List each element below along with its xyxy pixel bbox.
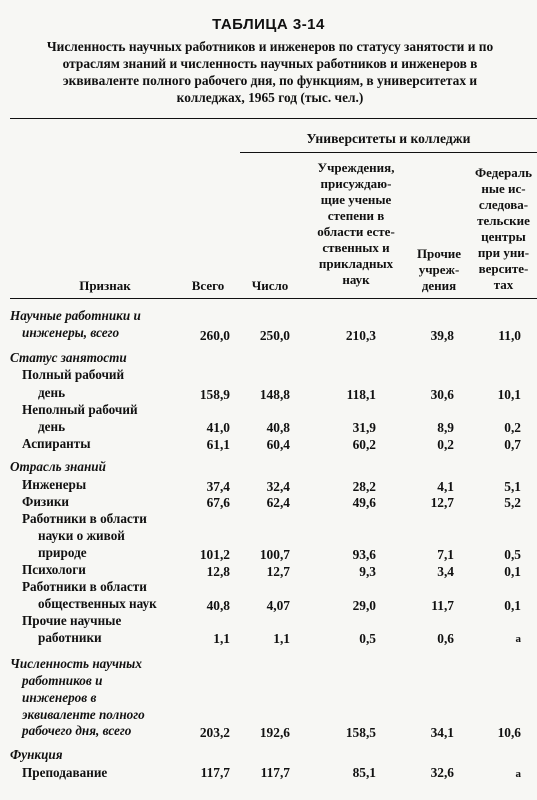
header-line: наук xyxy=(342,272,370,287)
caption-line: Численность научных работников и инженеров по статусу занятости и по xyxy=(46,39,494,54)
header-line: учреж- xyxy=(418,262,460,277)
row-label: общественных наук xyxy=(38,596,157,611)
row-label: инженеров в xyxy=(22,690,97,705)
header-line: Федераль xyxy=(474,165,533,180)
cell-other: 4,1 xyxy=(437,479,454,494)
cell-federal: 0,7 xyxy=(504,437,521,452)
cell-total: 117,7 xyxy=(200,765,230,780)
row-label: день xyxy=(38,385,66,400)
row-label: работников и xyxy=(22,673,103,688)
cell-total: 41,0 xyxy=(206,420,230,435)
row-label: Инженеры xyxy=(22,477,87,492)
col-degree-header xyxy=(300,160,412,288)
row-label: Работники в области xyxy=(22,511,147,526)
row-label: Психологи xyxy=(22,562,86,577)
cell-degree: 210,3 xyxy=(345,328,376,343)
cell-number: 40,8 xyxy=(266,420,290,435)
cell-degree: 158,5 xyxy=(345,725,376,740)
cell-total: 12,8 xyxy=(206,564,230,579)
header-line: области есте- xyxy=(317,224,395,239)
header-line: версите- xyxy=(478,261,529,276)
cell-federal: 0,2 xyxy=(504,420,521,435)
cell-other: 32,6 xyxy=(430,765,454,780)
section-heading: Функция xyxy=(10,747,63,762)
cell-federal: 0,5 xyxy=(504,547,521,562)
row-label: Научные работники и xyxy=(10,308,141,323)
col-label-header: Признак xyxy=(79,278,131,293)
cell-federal: 0,1 xyxy=(504,564,521,579)
cell-degree: 31,9 xyxy=(352,420,376,435)
cell-number: 148,8 xyxy=(259,387,290,402)
cell-number: 32,4 xyxy=(266,479,290,494)
row-label: науки о живой xyxy=(38,528,125,543)
cell-degree: 49,6 xyxy=(352,495,376,510)
cell-federal: 10,6 xyxy=(497,725,521,740)
cell-degree: 60,2 xyxy=(352,437,376,452)
cell-number: 117,7 xyxy=(260,765,290,780)
cell-number: 12,7 xyxy=(266,564,290,579)
cell-other: 0,2 xyxy=(437,437,454,452)
group-rule xyxy=(240,152,537,153)
row-label: эквиваленте полного xyxy=(22,707,145,722)
cell-degree: 9,3 xyxy=(359,564,376,579)
row-label: Работники в области xyxy=(22,579,147,594)
col-number-header: Число xyxy=(251,278,289,293)
header-line: Учреждения, xyxy=(317,160,395,175)
cell-other: 7,1 xyxy=(437,547,454,562)
cell-federal: 11,0 xyxy=(498,328,521,343)
header-line: следова- xyxy=(478,197,529,212)
row-label: работники xyxy=(38,630,102,645)
cell-number: 60,4 xyxy=(266,437,290,452)
cell-degree: 28,2 xyxy=(352,479,376,494)
caption-line: эквиваленте полного рабочего дня, по функциям, в университетах и xyxy=(62,73,478,88)
cell-other: 0,6 xyxy=(437,631,454,646)
col-other-header xyxy=(410,246,468,294)
row-label: день xyxy=(38,419,66,434)
header-line: тельские xyxy=(477,213,530,228)
row-label: Полный рабочий xyxy=(22,367,125,382)
row-label: Прочие научные xyxy=(22,613,122,628)
section-heading: Отрасль знаний xyxy=(10,459,106,474)
cell-total: 67,6 xyxy=(206,495,230,510)
col-federal-header xyxy=(470,165,537,293)
top-rule xyxy=(10,118,537,119)
header-line: ственных и xyxy=(322,240,390,255)
row-label: Физики xyxy=(22,494,70,509)
header-line: Прочие xyxy=(416,246,462,261)
cell-other: 11,7 xyxy=(431,598,454,613)
header-line: щие ученые xyxy=(320,192,392,207)
cell-total: 158,9 xyxy=(199,387,230,402)
header-line: присуждаю- xyxy=(320,176,392,191)
cell-degree: 29,0 xyxy=(352,598,376,613)
cell-number: 100,7 xyxy=(259,547,290,562)
cell-total: 61,1 xyxy=(206,437,230,452)
cell-number: 62,4 xyxy=(266,495,290,510)
cell-other: 34,1 xyxy=(430,725,454,740)
cell-other: 39,8 xyxy=(430,328,454,343)
row-label: рабочего дня, всего xyxy=(22,723,132,738)
row-label: Неполный рабочий xyxy=(22,402,138,417)
cell-degree: 0,5 xyxy=(359,631,376,646)
cell-total: 1,1 xyxy=(213,631,230,646)
cell-federal: 10,1 xyxy=(497,387,521,402)
cell-total: 37,4 xyxy=(206,479,230,494)
header-line: при уни- xyxy=(477,245,530,260)
caption-line: колледжах, 1965 год (тыс. чел.) xyxy=(176,90,364,105)
table-number: ТАБЛИЦА 3-14 xyxy=(212,16,325,33)
row-label: Численность научных xyxy=(10,656,142,671)
cell-other: 3,4 xyxy=(437,564,454,579)
cell-total: 203,2 xyxy=(199,725,230,740)
header-line: прикладных xyxy=(318,256,394,271)
row-label: природе xyxy=(38,545,87,560)
row-label: Аспиранты xyxy=(22,436,91,451)
header-line: центры xyxy=(481,229,526,244)
group-header: Университеты и колледжи xyxy=(306,131,471,146)
cell-total: 260,0 xyxy=(199,328,230,343)
cell-federal: 5,2 xyxy=(504,495,521,510)
cell-number: 1,1 xyxy=(273,631,290,646)
row-label: инженеры, всего xyxy=(22,325,120,340)
cell-federal: а xyxy=(515,633,521,645)
table-caption xyxy=(6,38,534,106)
cell-federal: 5,1 xyxy=(504,479,521,494)
cell-federal: а xyxy=(515,768,521,780)
cell-federal: 0,1 xyxy=(504,598,521,613)
header-line: тах xyxy=(493,277,514,292)
cell-number: 192,6 xyxy=(259,725,290,740)
header-rule xyxy=(10,298,537,299)
header-line: ные ис- xyxy=(481,181,526,196)
header-line: дения xyxy=(421,278,457,293)
header-line: степени в xyxy=(327,208,385,223)
cell-degree: 93,6 xyxy=(352,547,376,562)
cell-total: 101,2 xyxy=(199,547,230,562)
cell-degree: 85,1 xyxy=(352,765,376,780)
caption-line: отраслям знаний и численность научных работников и инженеров в xyxy=(62,56,478,71)
cell-number: 250,0 xyxy=(259,328,290,343)
cell-other: 8,9 xyxy=(437,420,454,435)
cell-other: 30,6 xyxy=(430,387,454,402)
cell-total: 40,8 xyxy=(206,598,230,613)
cell-number: 4,07 xyxy=(266,598,290,613)
cell-other: 12,7 xyxy=(430,495,454,510)
row-label: Преподавание xyxy=(22,765,108,780)
section-heading: Статус занятости xyxy=(10,350,127,365)
cell-degree: 118,1 xyxy=(346,387,376,402)
col-total-header: Всего xyxy=(191,278,225,293)
